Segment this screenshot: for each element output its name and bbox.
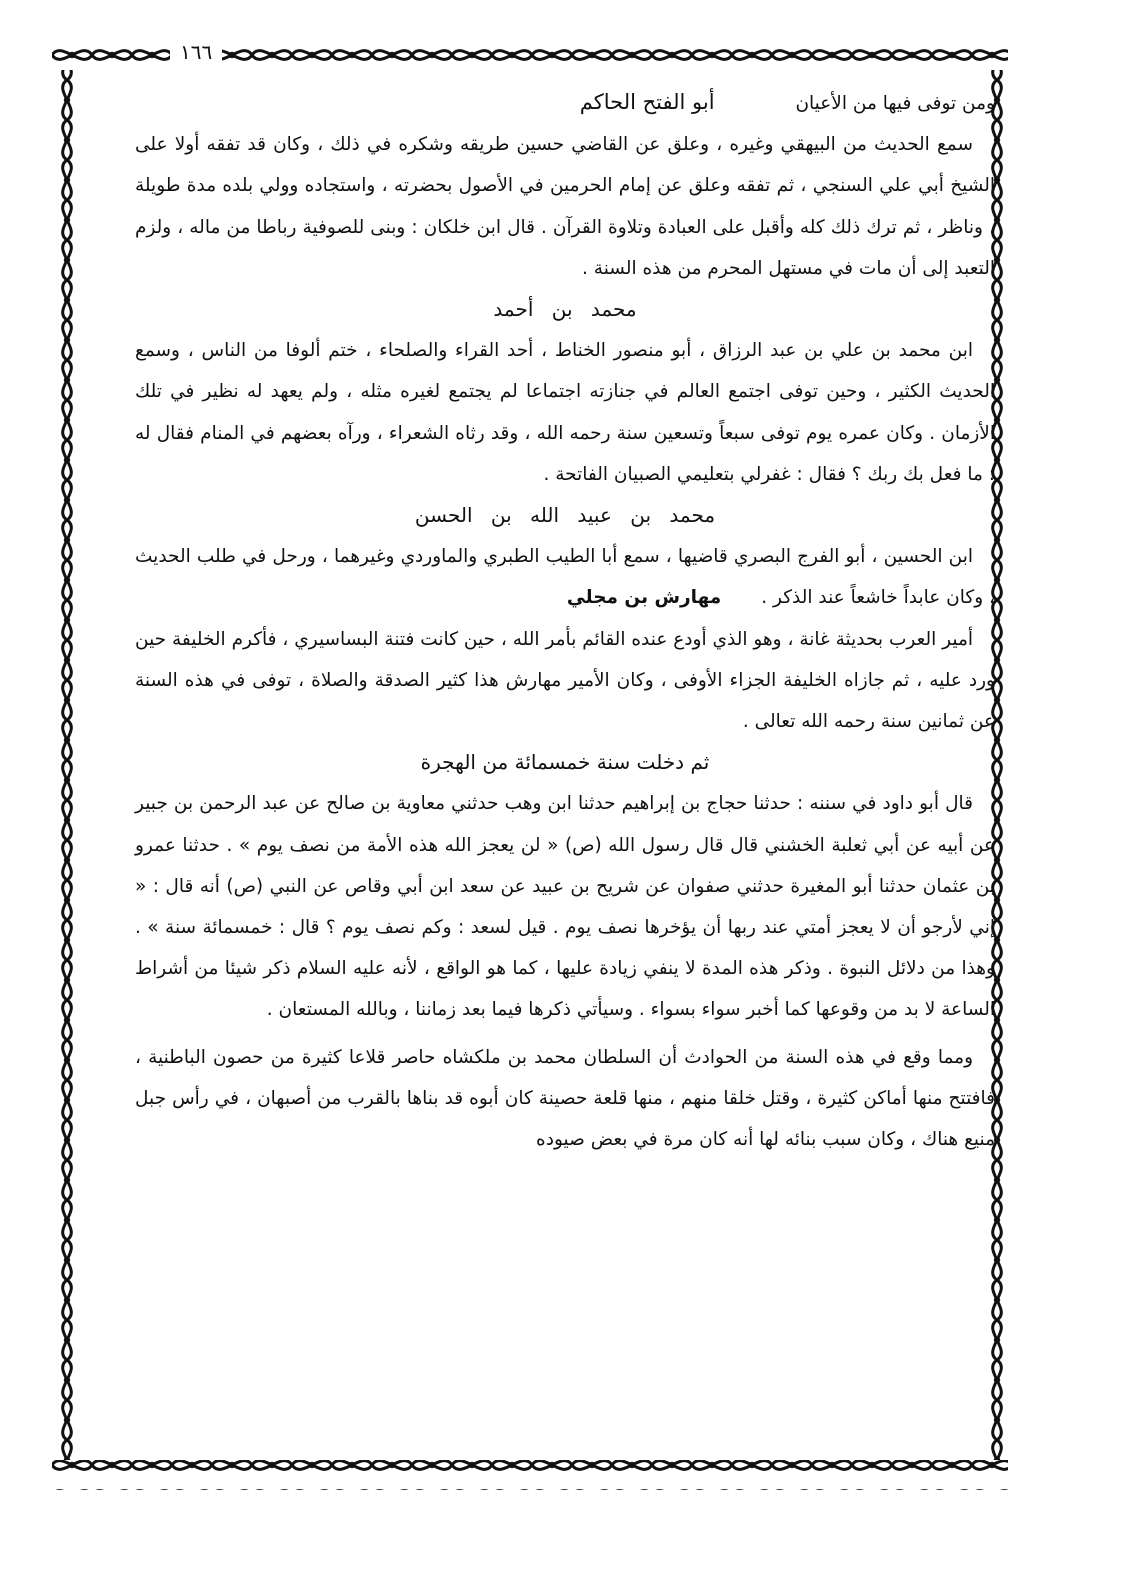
paragraph-muharish: أمير العرب بحديثة غانة ، وهو الذي أودع عنده القائم بأمر الله ، حين كانت فتنة البساسيري ، فأكرم الخليفة حين ورد عليه ، ثم جازاه الخليفة الجزاء الأوفى ، وكان الأمير مهارش هذا كثير الصدقة والصلاة ، توفى في هذه السنة عن ثمانين سنة رحمه الله تعالى . <box>135 628 995 733</box>
paragraph-muhammad-ibn-ahmad: ابن محمد بن علي بن عبد الرزاق ، أبو منصور الخناط ، أحد القراء والصلحاء ، ختم ألوفا من الناس ، وسمع الحديث الكثير ، وحين توفى اجتمع العالم في جنازته اجتماعا لم يجتمع لغيره مثله ، ولم يعهد له نظير في تلك الأزمان . وكان عمره يوم توفى سبعاً وتسعين سنة رحمه الله ، وقد رثاه الشعراء ، ورآه بعضهم في المنام فقال له : ما فعل بك ربك ؟ فقال : غفرلي بتعليمي الصبيان الفاتحة . <box>135 340 995 485</box>
page-number: ١٦٦ <box>170 38 222 66</box>
heading-line <box>135 82 995 124</box>
paragraph-hadith: قال أبو داود في سننه : حدثنا حجاج بن إبراهيم حدثنا ابن وهب حدثني معاوية بن صالح عن عبد الرحمن بن جبير عن أبيه عن أبي ثعلبة الخشني قال قال رسول الله (ص) « لن يعجز الله هذه الأمة من نصف يوم » . حدثنا عمرو بن عثمان حدثنا أبو المغيرة حدثني صفوان عن شريح بن عبيد عن سعد ابن أبي وقاص عن النبي (ص) أنه قال : « إني لأرجو أن لا يعجز أمتي عند ربها أن يؤخرها نصف يوم . قيل لسعد : وكم نصف يوم ؟ قال : خمسمائة سنة » . وهذا من دلائل النبوة . وذكر هذه المدة لا ينفي زيادة عليها ، كما هو الواقع ، لأنه عليه السلام ذكر شيئا من أشراط الساعة لا بد من وقوعها كما أخبر سواء بسواء . وسيأتي ذكرها فيما بعد زماننا ، وبالله المستعان . <box>135 793 995 1021</box>
heading-muhammad-ibn-ahmad: محمد بن أحمد <box>493 297 637 322</box>
paragraph-muhammad-ibn-ubaydallah <box>135 536 995 618</box>
paragraph-abu-alfath: سمع الحديث من البيهقي وغيره ، وعلق عن القاضي حسين طريقه وشكره في ذلك ، وكان قد تفقه أولا على الشيخ أبي علي السنجي ، ثم تفقه وعلق عن إمام الحرمين في الأصول بحضرته ، واستجاده وولي بلده مدة طويلة ، وناظر ، ثم ترك ذلك كله وأقبل على العبادة وتلاوة القرآن . قال ابن خلكان : وبنى للصوفية رباطا من ماله ، ولزم التعبد إلى أن مات في مستهل المحرم من هذه السنة . <box>135 134 995 279</box>
paragraph-text: ابن الحسين ، أبو الفرج البصري قاضيها ، سمع أبا الطيب الطبري والماوردي وغيرهما ، ورحل في طلب الحديث ، وكان عابداً خاشعاً عند الذكر . <box>135 546 995 609</box>
paragraph-events: ومما وقع في هذه السنة من الحوادث أن السلطان محمد بن ملكشاه حاصر قلاعا كثيرة من حصون الباطنية ، فافتتح منها أماكن كثيرة ، وقتل خلقا منهم ، منها قلعة حصينة كان أبوه قد بناها بالقرب من أصبهان ، في رأس جبل منيع هناك ، وكان سبب بنائه لها أنه كان مرة في بعض صيوده <box>135 1046 995 1151</box>
heading-muhammad-ibn-ubaydallah: محمد بن عبيد الله بن الحسن <box>414 503 716 528</box>
page-body <box>135 82 995 1458</box>
heading-name-abu-alfath: أبو الفتح الحاكم <box>579 90 715 114</box>
heading-muharish: مهارش بن مجلي <box>566 587 722 609</box>
heading-year-500: ثم دخلت سنة خمسمائة من الهجرة <box>420 750 710 775</box>
heading-lead: ومن توفى فيها من الأعيان <box>795 93 995 114</box>
